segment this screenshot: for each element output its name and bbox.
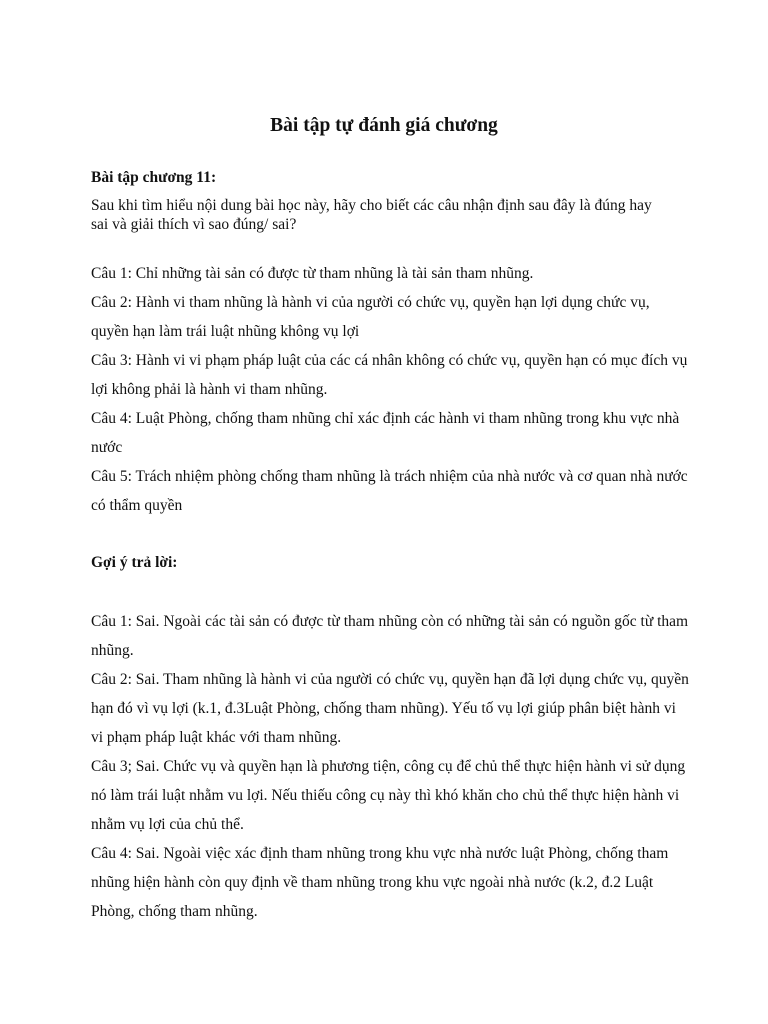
answer-list: [91, 607, 691, 926]
question-item: Câu 1: Chỉ những tài sản có được từ tham nhũng là tài sản tham nhũng.: [91, 265, 534, 282]
exercise-heading: Bài tập chương 11:: [91, 169, 217, 186]
question-list: [91, 259, 691, 520]
answer-item: Câu 4: Sai. Ngoài việc xác định tham nhũng trong khu vực nhà nước luật Phòng, chống tham nhũng hiện hành còn quy định về tham nhũng trong khu vực ngoài nhà nước (k.2, đ.2 Luật Phòng, chống tham nhũng.: [91, 845, 669, 920]
exercise-section: [91, 168, 691, 234]
answers-heading-wrap: [91, 553, 177, 573]
answer-item: Câu 2: Sai. Tham nhũng là hành vi của người có chức vụ, quyền hạn đã lợi dụng chức vụ, quyền hạn đó vì vụ lợi (k.1, đ.3Luật Phòng, chống tham nhũng). Yếu tố vụ lợi giúp phân biệt hành vi vi phạm pháp luật khác với tham nhũng.: [91, 671, 689, 746]
question-item: Câu 2: Hành vi tham nhũng là hành vi của người có chức vụ, quyền hạn lợi dụng chức vụ, quyền hạn làm trái luật nhũng không vụ lợi: [91, 294, 650, 340]
question-item: Câu 3: Hành vi vi phạm pháp luật của các cá nhân không có chức vụ, quyền hạn có mục đích vụ lợi không phải là hành vi tham nhũng.: [91, 352, 688, 398]
answer-item: Câu 1: Sai. Ngoài các tài sản có được từ tham nhũng còn có những tài sản có nguồn gốc từ tham nhũng.: [91, 613, 689, 659]
question-item: Câu 4: Luật Phòng, chống tham nhũng chỉ xác định các hành vi tham nhũng trong khu vực nhà nước: [91, 410, 680, 456]
exercise-intro: Sau khi tìm hiểu nội dung bài học này, hãy cho biết các câu nhận định sau đây là đúng hay sai và giải thích vì sao đúng/ sai?: [91, 197, 652, 233]
answers-heading: Gợi ý trả lời:: [91, 554, 178, 571]
document-title: Bài tập tự đánh giá chương: [270, 115, 498, 136]
answer-item: Câu 3; Sai. Chức vụ và quyền hạn là phương tiện, công cụ để chủ thể thực hiện hành vi sử dụng nó làm trái luật nhằm vu lợi. Nếu thiếu công cụ này thì khó khăn cho chủ thể thực hiện hành vi nhằm vụ lợi của chủ thể.: [91, 758, 686, 833]
question-item: Câu 5: Trách nhiệm phòng chống tham nhũng là trách nhiệm của nhà nước và cơ quan nhà nước có thẩm quyền: [91, 468, 688, 514]
